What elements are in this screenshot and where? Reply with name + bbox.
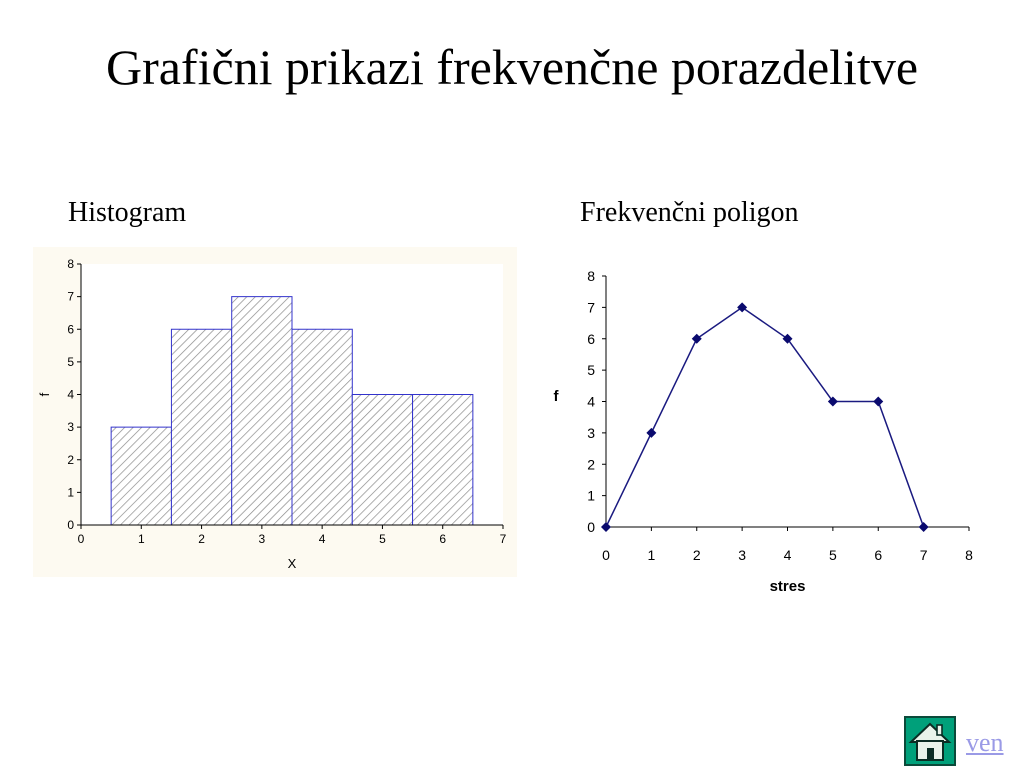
y-axis-label: f (553, 388, 559, 405)
y-tick-label: 8 (67, 257, 74, 271)
home-button[interactable] (904, 716, 956, 766)
histogram-bar (292, 329, 352, 525)
x-tick-label: 5 (379, 532, 386, 546)
home-link[interactable]: ven (966, 728, 1004, 757)
x-tick-label: 4 (318, 532, 326, 546)
y-tick-label: 4 (67, 387, 74, 402)
x-tick-label: 7 (919, 547, 928, 563)
x-tick-label: 0 (77, 532, 85, 546)
data-point (646, 428, 656, 438)
histogram-bar (232, 297, 292, 525)
y-tick-label: 5 (587, 362, 595, 379)
home-icon (906, 718, 954, 764)
histogram-chart (33, 247, 517, 577)
data-point (692, 334, 702, 344)
x-tick-label: 4 (783, 547, 792, 563)
x-tick-label: 6 (874, 547, 883, 563)
x-tick-label: 1 (137, 532, 145, 546)
polygon-panel (540, 258, 990, 603)
histogram-bar (171, 329, 231, 525)
histogram-panel (33, 247, 517, 577)
y-tick-label: 6 (587, 330, 595, 347)
histogram-caption: Histogram (68, 197, 187, 228)
polygon-caption: Frekvenčni poligon (580, 197, 799, 228)
y-tick-label: 8 (587, 268, 595, 284)
y-tick-label: 1 (587, 487, 595, 504)
histogram-bar (111, 427, 171, 525)
x-tick-label: 3 (738, 547, 747, 563)
page-title: Grafični prikazi frekvenčne porazdelitve (105, 39, 919, 95)
y-tick-label: 3 (587, 424, 595, 441)
y-tick-label: 2 (587, 456, 595, 473)
x-tick-label: 6 (439, 532, 447, 546)
x-tick-label: 5 (828, 547, 837, 563)
x-tick-label: 2 (198, 532, 205, 546)
x-axis-label: X (287, 556, 297, 571)
y-tick-label: 3 (67, 420, 74, 435)
y-tick-label: 0 (587, 519, 595, 535)
y-tick-label: 4 (587, 393, 595, 410)
data-point (919, 522, 929, 532)
x-tick-label: 8 (965, 547, 973, 563)
histogram-bar (352, 395, 412, 526)
x-tick-label: 0 (602, 547, 610, 563)
x-tick-label: 7 (499, 532, 507, 546)
x-tick-label: 1 (647, 547, 656, 563)
x-axis-label: stres (769, 578, 806, 595)
y-axis-label: f (37, 392, 52, 397)
polygon-series-line (606, 307, 924, 527)
data-point (783, 334, 793, 344)
y-tick-label: 7 (587, 299, 595, 316)
y-tick-label: 5 (67, 354, 74, 369)
y-tick-label: 0 (67, 518, 74, 532)
data-point (737, 302, 747, 312)
data-point (601, 522, 611, 532)
polygon-chart (540, 258, 990, 603)
data-point (873, 397, 883, 407)
y-tick-label: 2 (67, 452, 74, 467)
x-tick-label: 2 (692, 547, 701, 563)
y-tick-label: 1 (67, 485, 74, 500)
data-point (828, 397, 838, 407)
histogram-bar (413, 395, 473, 526)
y-tick-label: 7 (67, 289, 74, 304)
y-tick-label: 6 (67, 322, 74, 337)
x-tick-label: 3 (258, 532, 266, 546)
